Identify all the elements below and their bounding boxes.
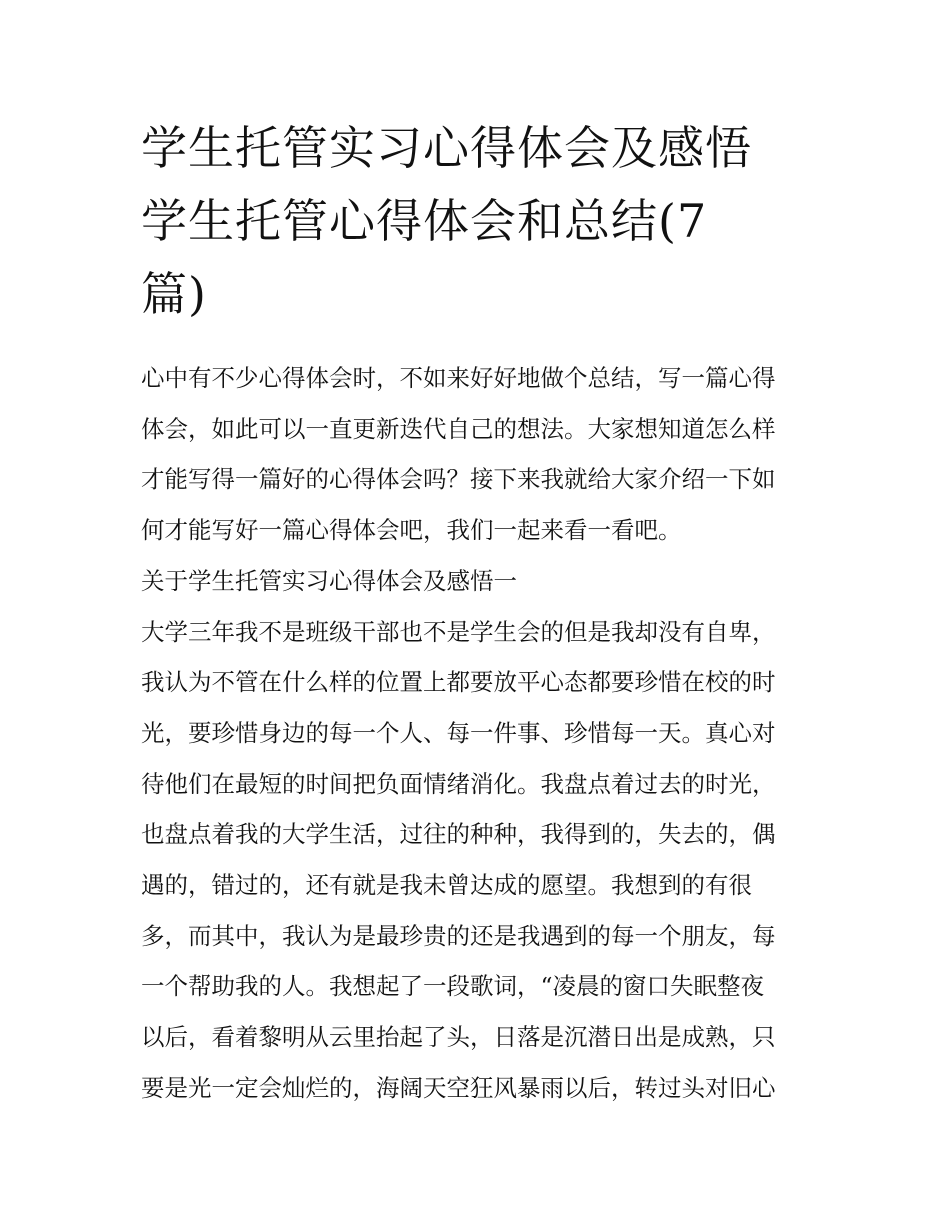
body-line: 以后，看着黎明从云里抬起了头，日落是沉潜日出是成熟，只: [141, 1023, 776, 1052]
body-line: 待他们在最短的时间把负面情绪消化。我盘点着过去的时光，: [141, 769, 776, 798]
title-line-1: 学生托管实习心得体会及感悟: [141, 121, 752, 175]
body-line: 我认为不管在什么样的位置上都要放平心态都要珍惜在校的时: [141, 668, 776, 697]
body-line: 要是光一定会灿烂的，海阔天空狂风暴雨以后，转过头对旧心: [141, 1073, 776, 1102]
body-line: 何才能写好一篇心得体会吧，我们一起来看一看吧。: [141, 516, 682, 545]
body-line: 才能写得一篇好的心得体会吗？接下来我就给大家介绍一下如: [141, 465, 776, 494]
body-line: 一个帮助我的人。我想起了一段歌词，“凌晨的窗口失眠整夜: [141, 972, 765, 1001]
body-line: 心中有不少心得体会时，不如来好好地做个总结，写一篇心得: [141, 364, 776, 392]
title-line-3: 篇): [141, 267, 207, 321]
body-line: 体会，如此可以一直更新迭代自己的想法。大家想知道怎么样: [141, 414, 776, 443]
body-line: 大学三年我不是班级干部也不是学生会的但是我却没有自卑，: [141, 617, 776, 646]
body-line: 多，而其中，我认为是最珍贵的还是我遇到的每一个朋友，每: [141, 921, 776, 950]
section-heading: 关于学生托管实习心得体会及感悟一: [141, 566, 517, 595]
body-line: 也盘点着我的大学生活，过往的种种，我得到的，失去的，偶: [141, 820, 776, 849]
document-body: [141, 353, 816, 1114]
document-title: [141, 112, 816, 331]
document-page: [141, 112, 816, 1114]
body-line: 遇的，错过的，还有就是我未曾达成的愿望。我想到的有很: [141, 871, 752, 900]
body-line: 光，要珍惜身边的每一个人、每一件事、珍惜每一天。真心对: [141, 718, 776, 747]
title-line-2: 学生托管心得体会和总结(7: [141, 194, 708, 248]
